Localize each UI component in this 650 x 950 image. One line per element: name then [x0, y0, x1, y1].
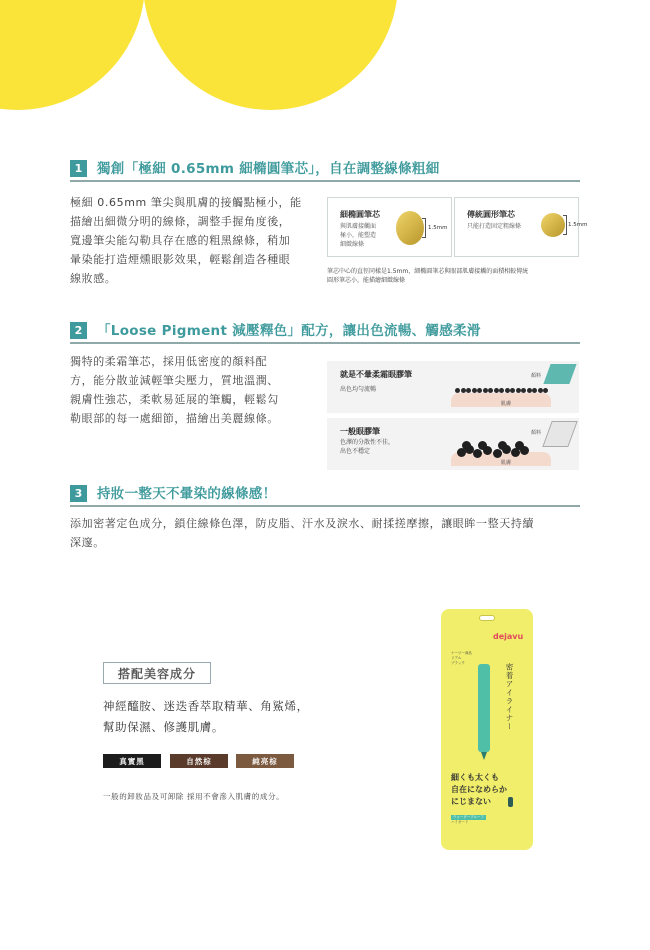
round-tip-desc: 只能打造固定粗線條 [467, 223, 522, 230]
product-vertical-name: 密着アイライナー [505, 663, 514, 731]
pigment-particle [462, 441, 471, 450]
round-tip-title: 傳統圓形筆芯 [467, 210, 515, 219]
pigment-particle [477, 388, 482, 393]
body-line: 線妝感。 [70, 272, 117, 285]
round-tip-panel [454, 197, 588, 257]
body-line: 獨特的柔霜筆芯，採用低密度的顏料配 [70, 355, 268, 368]
pigment-particle [494, 388, 499, 393]
pigment-title: 一般眼膠筆 [340, 427, 380, 436]
pigment-particle [521, 388, 526, 393]
ellipse-tip-desc: 與肌膚接觸面 極小，能塑造 細緻線條 [340, 223, 377, 248]
pigment-particle [538, 388, 543, 393]
body-line: 暈染能打造煙燻眼影效果，輕鬆創造各種眼 [70, 253, 291, 266]
pigment-particle [466, 388, 471, 393]
pigment-label: 顏料 [530, 373, 541, 379]
pigment-particle [543, 388, 548, 393]
skin-label: 肌膚 [500, 401, 511, 407]
size-label: 1.5mm [428, 225, 448, 231]
pigment-particle [472, 388, 477, 393]
pigment-title: 就是不暈柔霜眼膠筆 [340, 370, 412, 379]
pigment-particle [473, 449, 482, 458]
section-2-body [70, 352, 325, 428]
package-top-text: ナーツー商品 リアル ブラック [451, 651, 472, 665]
color-swatch-black[interactable]: 真實黑 [103, 754, 161, 768]
body-line: 寬邊筆尖能勾勒具存在感的粗黑線條，稍加 [70, 234, 291, 247]
pigment-diagram-regular [327, 418, 579, 470]
section-number: 1 [70, 160, 87, 177]
pigment-label: 顏料 [530, 430, 541, 436]
ellipse-tip-icon [396, 211, 424, 245]
product-tagline: 細くも太くも 自在になめらか にじまない [451, 773, 507, 806]
ellipse-tip-title: 細橢圓筆芯 [340, 210, 380, 219]
pigment-particle [461, 388, 466, 393]
pigment-desc: 出色均勻流暢 [340, 386, 377, 393]
section-title: 「Loose Pigment 減壓釋色」配方，讓出色流暢、觸感柔滑 [97, 323, 481, 339]
decorative-circle-right [143, 0, 398, 110]
ingredients-title-box [103, 662, 211, 684]
section-3-header [70, 483, 580, 507]
package-bottom-text: ウォータープルーフ ハイガード [451, 815, 484, 824]
tip-comparison-diagram [327, 197, 588, 293]
pencil-tip-closeup [508, 797, 513, 807]
round-tip-icon [541, 213, 565, 237]
pigment-desc: 色澤的分散性不佳， 出色不穩定 [340, 439, 395, 455]
section-title: 獨創「極細 0.65mm 細橢圓筆芯」，自在調整線條粗細 [97, 161, 440, 177]
pigment-particle [532, 388, 537, 393]
section-3-body [70, 514, 590, 552]
ingredients-footnote: 一般的卸妝品及可卸除 採用不會滲入肌膚的成分。 [103, 792, 285, 801]
decorative-circle-left [0, 0, 145, 110]
section-2-header [70, 320, 580, 344]
ingredients-line: 神經醯胺、迷迭香萃取精華、角鯊烯， [103, 699, 309, 713]
body-line: 深邃。 [70, 536, 105, 549]
color-swatch-natural-brown[interactable]: 自然棕 [170, 754, 228, 768]
section-1-header [70, 158, 580, 182]
pigment-diagram-good [327, 361, 579, 413]
pigment-particle [516, 388, 521, 393]
body-line: 親膚性強芯，柔軟易延展的筆觸，輕鬆勾 [70, 393, 279, 406]
color-swatch-light-brown[interactable]: 純亮棕 [236, 754, 294, 768]
eyeliner-pencil [478, 664, 490, 752]
pencil-tip [481, 752, 487, 760]
section-title: 持妝一整天不暈染的線條感！ [97, 486, 277, 502]
diagram-note: 筆芯中心的直徑同樣是1.5mm，細橢圓筆芯與眼部肌膚接觸的面積相較傳統 圓形筆芯小，能描繪細緻線條 [327, 268, 529, 284]
pigment-particle [493, 449, 502, 458]
pigment-particle [515, 441, 524, 450]
pigment-particle [527, 388, 532, 393]
size-bracket [563, 215, 567, 235]
brand-logo: dejavu [493, 632, 524, 641]
section-1-body [70, 193, 325, 288]
pigment-particle [483, 388, 488, 393]
pencil-tip-icon [542, 421, 577, 447]
section-number: 3 [70, 485, 87, 502]
ellipse-tip-panel [327, 197, 452, 257]
pigment-particle [488, 388, 493, 393]
size-label: 1.5mm [568, 222, 588, 228]
ingredients-line: 幫助保濕、修護肌膚。 [103, 720, 224, 734]
pigment-particle [455, 388, 460, 393]
pencil-tip-icon [543, 364, 576, 384]
pigment-particle [499, 388, 504, 393]
pigment-particle [505, 388, 510, 393]
body-line: 方，能分散並減輕筆尖壓力，質地溫潤、 [70, 374, 279, 387]
section-number: 2 [70, 322, 87, 339]
ingredients-text [103, 696, 309, 738]
skin-label: 肌膚 [500, 460, 511, 466]
body-line: 描繪出細微分明的線條，調整手握角度後， [70, 215, 291, 228]
body-line: 添加密著定色成分，鎖住線條色澤，防皮脂、汗水及淚水、耐揉搓摩擦，讓眼眸一整天持續 [70, 517, 534, 530]
ingredients-title: 搭配美容成分 [117, 666, 196, 681]
product-package [441, 609, 533, 850]
body-line: 勒眼部的每一處細節，描繪出美麗線條。 [70, 412, 279, 425]
pigment-particle [498, 441, 507, 450]
pigment-particle [510, 388, 515, 393]
pigment-particle [478, 441, 487, 450]
size-bracket [422, 218, 426, 238]
body-line: 極細 0.65mm 筆尖與肌膚的接觸點極小，能 [70, 196, 302, 209]
hang-hole [479, 615, 495, 621]
